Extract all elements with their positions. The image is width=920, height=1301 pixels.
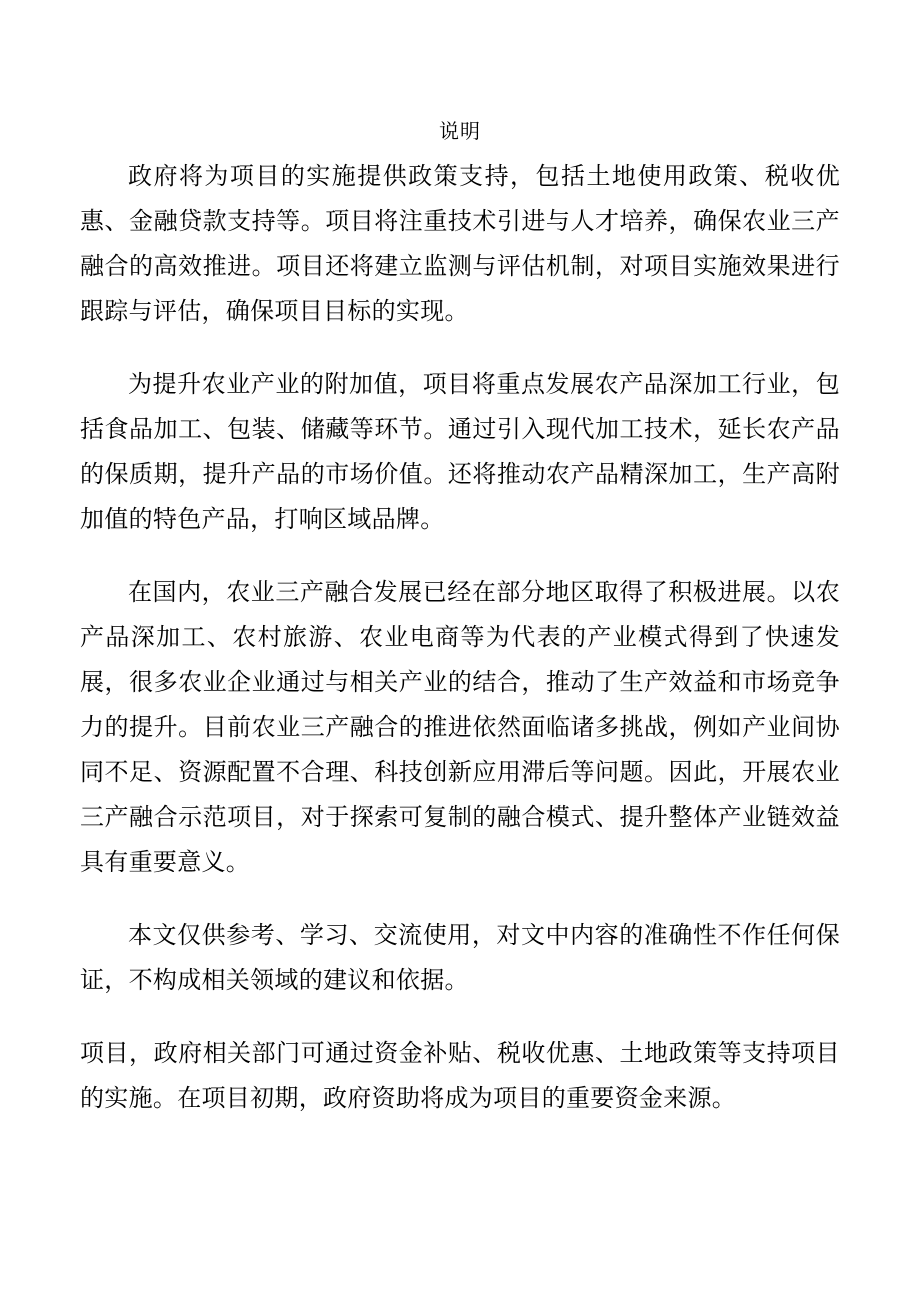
document-title: 说明: [439, 119, 481, 143]
paragraph-disclaimer: 本文仅供参考、学习、交流使用，对文中内容的准确性不作任何保证，不构成相关领域的建议和依据。: [80, 921, 840, 994]
paragraph-policy-support: 政府将为项目的实施提供政策支持，包括土地使用政策、税收优惠、金融贷款支持等。项目将注重技术引进与人才培养，确保农业三产融合的高效推进。项目还将建立监测与评估机制，对项目实施效果进行跟踪与评估，确保项目目标的实现。: [80, 162, 840, 325]
paragraph-government-funding: 项目，政府相关部门可通过资金补贴、税收优惠、土地政策等支持项目的实施。在项目初期，政府资助将成为项目的重要资金来源。: [80, 1039, 840, 1112]
document-page: [80, 112, 840, 1149]
paragraph-value-added: 为提升农业产业的附加值，项目将重点发展农产品深加工行业，包括食品加工、包装、储藏等环节。通过引入现代加工技术，延长农产品的保质期，提升产品的市场价值。还将推动农产品精深加工，生产高附加值的特色产品，打响区域品牌。: [80, 370, 840, 533]
paragraph-domestic-progress: 在国内，农业三产融合发展已经在部分地区取得了积极进展。以农产品深加工、农村旅游、农业电商等为代表的产业模式得到了快速发展，很多农业企业通过与相关产业的结合，推动了生产效益和市场竞争力的提升。目前农业三产融合的推进依然面临诸多挑战，例如产业间协同不足、资源配置不合理、科技创新应用滞后等问题。因此，开展农业三产融合示范项目，对于探索可复制的融合模式、提升整体产业链效益具有重要意义。: [80, 578, 840, 876]
